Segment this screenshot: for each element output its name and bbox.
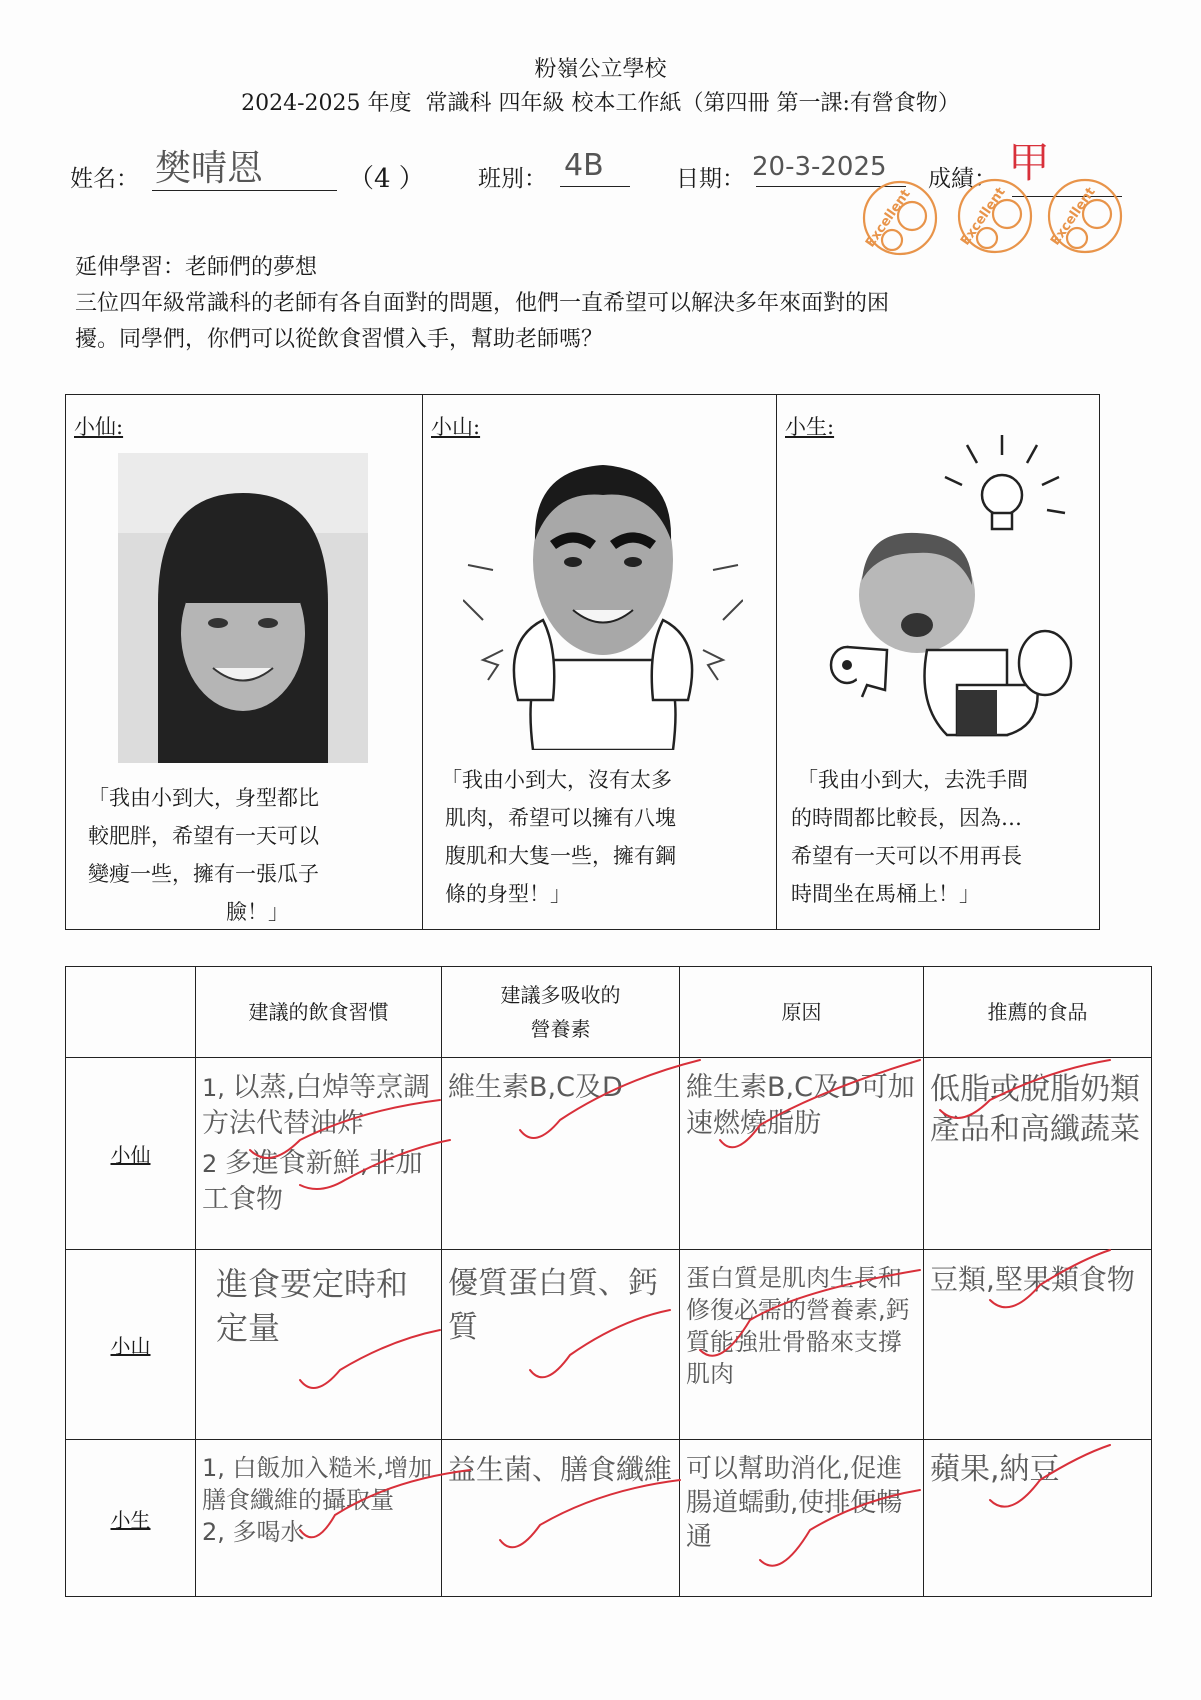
quote-line: 臉！」	[226, 900, 289, 924]
stamp-text-2: Excellent	[957, 184, 1009, 249]
header-nutrients-text: 建議多吸收的 營養素	[500, 983, 621, 1041]
teacher-name: 小山:	[431, 415, 481, 439]
quote-line: 肌肉，希望可以擁有八塊	[445, 806, 676, 830]
quote-line: 「我由小到大，去洗手間	[797, 768, 1028, 792]
table-row	[66, 1250, 1152, 1440]
grade-label: 成績：	[928, 166, 997, 192]
habits-cell[interactable]	[196, 1440, 442, 1597]
item-number: 2,	[202, 1518, 233, 1546]
nutrients-cell[interactable]: 優質蛋白質、鈣質	[442, 1250, 680, 1440]
item-number: 2	[202, 1150, 225, 1178]
foods-cell[interactable]: 低脂或脫脂奶類產品和高纖蔬菜	[924, 1058, 1152, 1250]
teachers-box	[65, 394, 1100, 930]
quote-line: 「我由小到大，沒有太多	[441, 768, 672, 792]
quote-line: 腹肌和大隻一些，擁有鋼	[445, 844, 676, 868]
item-number: 1,	[202, 1074, 233, 1102]
date-label: 日期：	[676, 166, 745, 192]
quote-line: 較肥胖，希望有一天可以	[88, 824, 319, 848]
grade-value[interactable]: 甲	[1008, 138, 1051, 187]
foods-cell[interactable]: 蘋果,納豆	[924, 1440, 1152, 1597]
quote-line: 希望有一天可以不用再長	[791, 844, 1022, 868]
teacher-panel-xiaosheng	[776, 395, 1099, 929]
header-habits: 建議的飲食習慣	[196, 967, 442, 1058]
intro-line-2: 擾。同學們，你們可以從飲食習慣入手，幫助老師嗎？	[75, 327, 604, 352]
answer-table	[65, 966, 1152, 1597]
reason-cell[interactable]: 蛋白質是肌肉生長和修復必需的營養素,鈣質能強壯骨骼來支撐肌肉	[680, 1250, 924, 1440]
header-blank	[66, 967, 196, 1058]
teacher-name: 小仙:	[74, 415, 124, 439]
table-row	[66, 1058, 1152, 1250]
row-label: 小生	[66, 1440, 196, 1597]
nutrients-cell[interactable]: 益生菌、膳食纖維	[442, 1440, 680, 1597]
quote-line: 「我由小到大，身型都比	[88, 786, 319, 810]
quote-line: 變瘦一些，擁有一張瓜子	[88, 862, 319, 886]
class-value[interactable]: 4B	[564, 148, 604, 183]
teacher-cartoon-xiaoshan	[463, 450, 743, 750]
nutrients-cell[interactable]: 維生素B,C及D	[442, 1058, 680, 1250]
header-nutrients	[442, 967, 680, 1058]
worksheet-subtitle: 2024-2025 年度 常識科 四年級 校本工作紙（第四冊 第一課:有營食物）	[241, 91, 960, 116]
habits-cell[interactable]: 進食要定時和定量	[196, 1250, 442, 1440]
habit-answer[interactable]: 多喝水	[232, 1518, 305, 1546]
stamp-text-1: Excellent	[862, 186, 914, 251]
class-line	[560, 186, 630, 187]
row-label: 小仙	[66, 1058, 196, 1250]
teacher-name: 小生:	[785, 415, 835, 439]
teacher-photo-xiaoxian	[118, 453, 368, 763]
stamp-text-3: Excellent	[1047, 184, 1099, 249]
habit-answer[interactable]: 多進食新鮮,非加工食物	[202, 1148, 423, 1215]
class-number[interactable]: （4 ）	[348, 164, 425, 194]
quote-line: 的時間都比較長，因為…	[791, 806, 1022, 830]
reason-cell[interactable]: 可以幫助消化,促進腸道蠕動,使排便暢通	[680, 1440, 924, 1597]
intro-line-1: 三位四年級常識科的老師有各自面對的問題，他們一直希望可以解決多年來面對的困	[75, 291, 890, 316]
item-number: 1,	[202, 1454, 233, 1482]
teacher-cartoon-xiaosheng	[807, 435, 1077, 755]
habits-cell[interactable]	[196, 1058, 442, 1250]
header-foods: 推薦的食品	[924, 967, 1152, 1058]
quote-line: 時間坐在馬桶上！」	[791, 882, 980, 906]
header-reason: 原因	[680, 967, 924, 1058]
quote-line: 條的身型！」	[445, 882, 571, 906]
name-value[interactable]: 樊晴恩	[155, 148, 264, 189]
school-name: 粉嶺公立學校	[534, 57, 667, 82]
lightbulb-icon	[982, 475, 1022, 515]
habit-answer[interactable]: 白飯加入糙米,增加膳食纖維的攝取量	[202, 1454, 433, 1514]
toilet-paper-icon	[831, 647, 887, 697]
foods-cell[interactable]: 豆類,堅果類食物	[924, 1250, 1152, 1440]
name-label: 姓名：	[70, 166, 139, 192]
teacher-panel-xiaoxian	[66, 395, 422, 929]
date-value[interactable]: 20-3-2025	[752, 152, 887, 182]
class-label: 班別：	[478, 166, 547, 192]
intro-heading: 延伸學習：老師們的夢想	[75, 255, 318, 280]
habit-answer[interactable]: 以蒸,白焯等烹調方法代替油炸	[202, 1072, 431, 1139]
reason-cell[interactable]: 維生素B,C及D可加速燃燒脂肪	[680, 1058, 924, 1250]
table-row	[66, 1440, 1152, 1597]
teacher-panel-xiaoshan	[422, 395, 776, 929]
row-label: 小山	[66, 1250, 196, 1440]
